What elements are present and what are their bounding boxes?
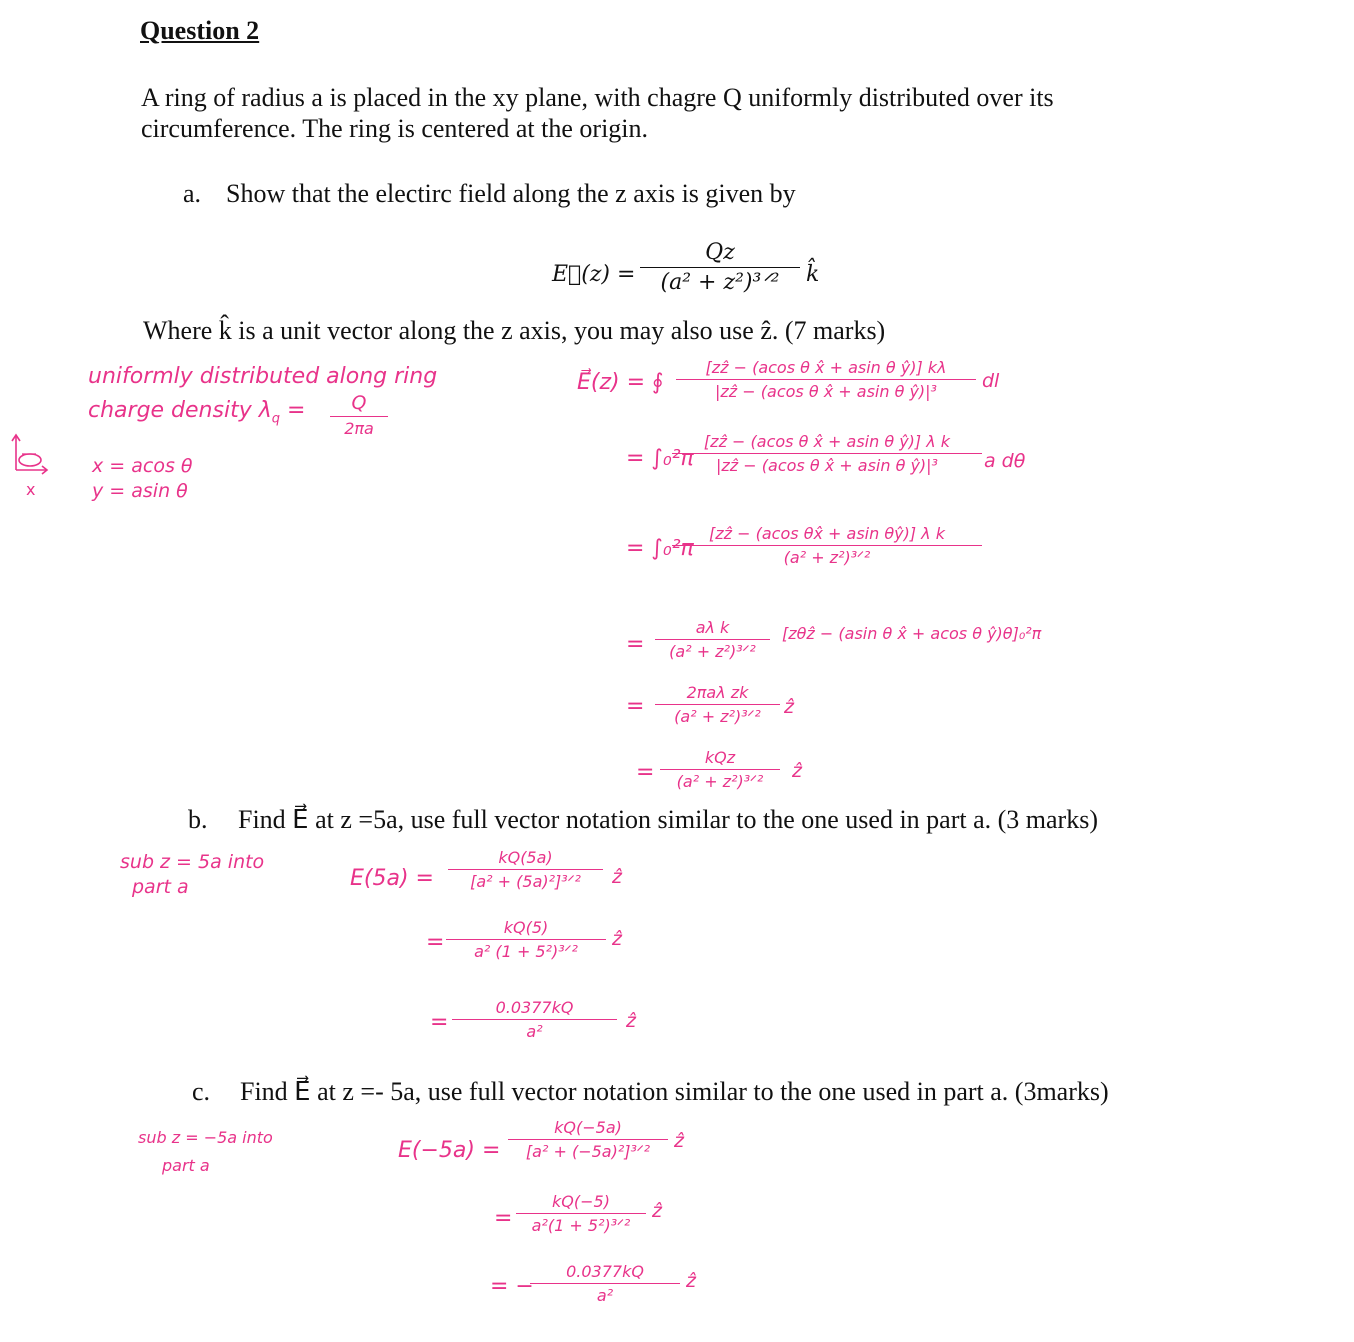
note-density-bar — [330, 416, 388, 417]
note-lambda-subscript: q — [271, 411, 281, 427]
problem-statement-line-1: A ring of radius a is placed in the xy plane, with chagre Q uniformly distributed over its — [141, 83, 1054, 112]
b-step-1-bar — [448, 869, 603, 870]
a-step-5-fraction — [655, 683, 780, 726]
part-a-marker: a. — [183, 179, 202, 208]
a-step-2-prefix: = ∫₀²π — [626, 446, 694, 471]
note-uniform-distribution: uniformly distributed along ring — [88, 364, 438, 389]
field-equation-lhs: E⃗(z) = — [552, 262, 636, 287]
b-step-3-bar — [452, 1019, 617, 1020]
field-equation-fraction — [640, 240, 800, 295]
a-step-6-suffix: ẑ — [792, 760, 802, 782]
field-equation-bar — [640, 267, 800, 268]
c-step-2-suffix: ẑ — [652, 1200, 662, 1222]
a-step-2-numerator: [zẑ − (acos θ x̂ + asin θ ŷ)] λ k — [703, 432, 951, 451]
b-step-2-denominator: a² (1 + 5²)³ᐟ² — [474, 942, 578, 961]
c-note-line-2: part a — [162, 1156, 210, 1175]
b-step-3-prefix: = — [430, 1010, 449, 1035]
a-step-5-numerator: 2πaλ zk — [686, 683, 749, 702]
problem-statement-line-2: circumference. The ring is centered at the origin. — [141, 114, 649, 143]
note-lambda-symbol: λ — [258, 398, 272, 423]
a-step-2-fraction — [672, 432, 982, 475]
a-step-2-suffix: a dθ — [984, 450, 1026, 472]
c-note-line-1: sub z = −5a into — [138, 1128, 273, 1147]
b-step-3-denominator: a² — [526, 1022, 543, 1041]
a-step-6-fraction — [660, 748, 780, 791]
b-step-2-bar — [446, 939, 606, 940]
c-step-2-denominator: a²(1 + 5²)³ᐟ² — [531, 1216, 631, 1235]
a-step-4-suffix: [zθẑ − (asin θ x̂ + acos θ ŷ)θ]₀²π — [782, 624, 1042, 643]
note-charge-density-label: charge density — [88, 398, 252, 423]
a-step-2-denominator: |zẑ − (acos θ x̂ + asin θ ŷ)|³ — [716, 456, 938, 475]
field-equation-numerator: Qz — [705, 240, 735, 265]
c-step-3-suffix: ẑ — [686, 1270, 696, 1292]
a-step-5-suffix: ẑ — [784, 696, 794, 718]
b-step-2-suffix: ẑ — [612, 928, 622, 950]
c-step-1-suffix: ẑ — [674, 1130, 684, 1152]
note-equals: = — [287, 398, 306, 423]
part-a-text: Show that the electirc field along the z axis is given by — [226, 179, 796, 208]
a-step-5-bar — [655, 704, 780, 705]
c-step-3-denominator: a² — [596, 1286, 614, 1305]
a-step-6-bar — [660, 769, 780, 770]
b-step-1-suffix: ẑ — [612, 866, 622, 888]
note-y-parametric: y = asin θ — [92, 480, 188, 502]
part-c-text: Find E⃗ at z =- 5a, use full vector notation similar to the one used in part a. (3marks) — [240, 1077, 1109, 1106]
a-step-3-fraction — [672, 524, 982, 567]
note-x-parametric: x = acos θ — [92, 455, 193, 477]
a-step-1-bar — [676, 379, 976, 380]
field-equation-denominator: (a² + z²)³ᐟ² — [660, 270, 780, 295]
note-density-denominator: 2πa — [344, 419, 374, 438]
b-step-1-numerator: kQ(5a) — [498, 848, 553, 867]
c-step-1-fraction — [508, 1118, 668, 1161]
question-title: Question 2 — [140, 16, 260, 45]
field-equation-unit: k̂ — [806, 262, 820, 287]
b-step-1-denominator: [a² + (5a)²]³ᐟ² — [470, 872, 581, 891]
a-step-6-denominator: (a² + z²)³ᐟ² — [676, 772, 764, 791]
a-step-4-numerator: aλ k — [695, 618, 730, 637]
a-step-2-bar — [672, 453, 982, 454]
c-step-2-bar — [516, 1213, 646, 1214]
a-step-1-prefix: E⃗(z) = ∮ — [577, 370, 664, 395]
c-step-3-prefix: = − — [490, 1274, 534, 1299]
b-step-2-prefix: = — [426, 930, 445, 955]
b-note-line-2: part a — [132, 876, 189, 898]
part-b-marker: b. — [188, 805, 208, 834]
b-step-2-numerator: kQ(5) — [503, 918, 549, 937]
ring-sketch-axis-label: x — [26, 480, 36, 499]
c-step-3-fraction — [530, 1262, 680, 1305]
a-step-4-denominator: (a² + z²)³ᐟ² — [669, 642, 756, 661]
c-step-2-prefix: = — [494, 1206, 513, 1231]
b-step-1-prefix: E(5a) = — [350, 866, 434, 891]
c-step-3-numerator: 0.0377kQ — [566, 1262, 644, 1281]
a-step-3-bar — [672, 545, 982, 546]
part-a-where-text: Where k̂ is a unit vector along the z axis, you may also use ẑ. (7 marks) — [143, 316, 886, 345]
a-step-4-bar — [655, 639, 770, 640]
b-note-line-1: sub z = 5a into — [120, 851, 265, 873]
b-step-1-fraction — [448, 848, 603, 891]
c-step-1-prefix: E(−5a) = — [398, 1138, 501, 1163]
a-step-3-numerator: [zẑ − (acos θx̂ + asin θŷ)] λ k — [709, 524, 945, 543]
c-step-1-denominator: [a² + (−5a)²]³ᐟ² — [525, 1142, 651, 1161]
a-step-1-numerator: [zẑ − (acos θ x̂ + asin θ ŷ)] kλ — [705, 358, 947, 377]
a-step-1-fraction — [676, 358, 976, 401]
b-step-3-numerator: 0.0377kQ — [495, 998, 574, 1017]
a-step-3-denominator: (a² + z²)³ᐟ² — [783, 548, 871, 567]
a-step-4-fraction — [655, 618, 770, 661]
a-step-6-numerator: kQz — [704, 748, 736, 767]
a-step-4-prefix: = — [626, 632, 645, 657]
part-c-marker: c. — [192, 1077, 211, 1106]
a-step-5-prefix: = — [626, 694, 645, 719]
c-step-1-numerator: kQ(−5a) — [554, 1118, 622, 1137]
c-step-2-numerator: kQ(−5) — [552, 1192, 610, 1211]
a-step-1-suffix: dl — [982, 370, 1000, 392]
c-step-3-bar — [530, 1283, 680, 1284]
note-density-fraction — [330, 392, 388, 438]
part-b-text: Find E⃗ at z =5a, use full vector notation similar to the one used in part a. (3 marks) — [238, 805, 1098, 834]
a-step-6-prefix: = — [636, 760, 655, 785]
note-charge-density — [88, 398, 305, 426]
b-step-3-suffix: ẑ — [626, 1010, 636, 1032]
b-step-2-fraction — [446, 918, 606, 961]
c-step-1-bar — [508, 1139, 668, 1140]
a-step-3-prefix: = ∫₀²π — [626, 536, 694, 561]
a-step-5-denominator: (a² + z²)³ᐟ² — [674, 707, 761, 726]
b-step-3-fraction — [452, 998, 617, 1041]
a-step-1-denominator: |zẑ − (acos θ x̂ + asin θ ŷ)|³ — [715, 382, 937, 401]
note-density-numerator: Q — [351, 392, 367, 414]
c-step-2-fraction — [516, 1192, 646, 1235]
